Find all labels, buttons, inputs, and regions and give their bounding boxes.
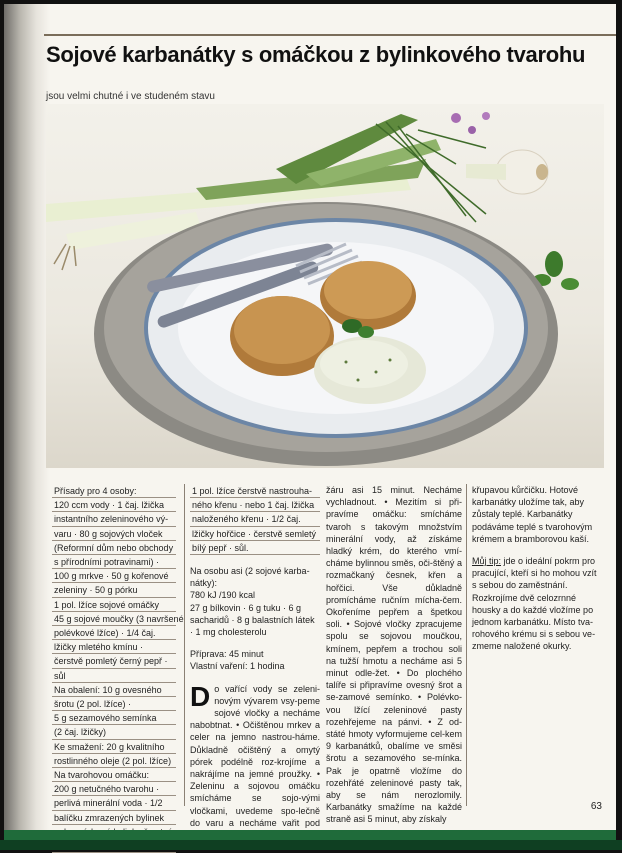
ingredient-line: šrotu (2 pol. lžíce) · [52, 697, 176, 711]
food-photo [46, 104, 604, 468]
ingredient-line: Ke smažení: 20 g kvalitního [52, 740, 176, 754]
nutrition-intro: Na osobu asi (2 sojové karba-nátky): [190, 566, 310, 589]
ingredient-line: perlivá minerální voda · 1/2 [52, 796, 176, 810]
ingredient-line: 120 ccm vody · 1 čaj. lžička [52, 498, 176, 512]
method-paragraph: o vařící vody se zeleni-novým vývarem vsy-peme sojové vločky a necháme nabobtnat. • Očištěnou mrkev a celer na jemno nastrou-háme. Důkladně očištěný a omytý pórek podélně roz-krojíme a nakrájíme na jemné proužky. • Zeleninu a sojovou omáčku smícháme se sojo-vými vločkami, uvedeme spo-lečně do varu a necháme vařit pod [190, 683, 320, 828]
chive-flower [482, 112, 490, 120]
ingredient-line: s přírodními potravinami) · [52, 555, 176, 569]
page-subtitle: jsou velmi chutné i ve studeném stavu [46, 91, 215, 102]
ingredient-line: 1 pol. lžíce čerstvě nastrouha- [190, 484, 320, 498]
page-number: 63 [590, 801, 602, 812]
ingredient-line: 100 g mrkve · 50 g kořenové [52, 569, 176, 583]
ingredient-line: bílý pepř · sůl. [190, 541, 320, 555]
book-page [4, 4, 616, 840]
method-column-2: žáru asi 15 minut. Necháme vychladnout. • Mezitím si při-pravíme omáčku: smícháme tvaroh s takovým množstvím minerální vody, až získáme hladký krém, do kterého vmí-cháme bylinnou směs, oči-štěný a rozmačkaný česnek, křen a hořčici. Vše důkladně promícháme ručním mícha-čem. Okořeníme pepřem a špetkou soli. • Sojové vločky zpracujeme spolu se sojovou moučkou, kmínem, pepřem a trochou soli na tužší hmotu a necháme asi 5 minut odle-žet. • Do plochého talíře si připravíme ovesný šrot a se-zamové semínko. • Polévko-vou lžící zeleninové pasty rozehřejeme na pánvi. • Z od-státé hmoty vyformujeme cel-kem 9 karbanátků, obalíme ve směsi šrotu a sezamového se-mínka. Pak je opatrně vložíme do rozehřáté zeleninové pasty tak, aby se nám nerozlomily. Karbanátky smažíme na každé straně asi 5 minut, aby získaly [326, 485, 462, 825]
ingredient-line: balíčku zmrazených bylinek [52, 811, 176, 825]
ingredient-line: Na tvarohovou omáčku: [52, 768, 176, 782]
ingredient-line: 200 g netučného tvarohu · [52, 782, 176, 796]
nutrition-energy: 780 kJ /190 kcal [190, 590, 256, 601]
prep-time: Příprava: 45 minut [190, 649, 264, 660]
food-photo-illustration [46, 104, 604, 468]
ingredient-line: (Reformní dům nebo obchody [52, 541, 176, 555]
ingredient-line: naloženého křenu · 1/2 čaj. [190, 512, 320, 526]
ingredient-line: rostlinného oleje (2 pol. lžíce) [52, 754, 176, 768]
ingredient-line: sůl [52, 669, 176, 683]
ingredient-line: Přísady pro 4 osoby: [52, 484, 176, 498]
chive-flower [468, 126, 476, 134]
basil-leaf [545, 251, 563, 277]
ingredient-line: polévkové lžíce) · 1/4 čaj. [52, 626, 176, 640]
book-cover-edge [0, 840, 622, 850]
chive-flower [451, 113, 461, 123]
ingredient-line: lžičky hořčice · čerstvě semletý [190, 527, 320, 541]
tip-box [472, 555, 602, 653]
cook-time: Vlastní vaření: 1 hodina [190, 661, 285, 672]
book-spine-shadow [4, 4, 50, 840]
ingredient-line: ného křenu · nebo 1 čaj. lžička [190, 498, 320, 512]
page-title: Sojové karbanátky s omáčkou z bylinkového tvarohu [46, 42, 586, 67]
ingredients-column [52, 484, 184, 853]
basil-leaf [561, 278, 579, 290]
column-divider [466, 484, 467, 806]
method-ending: křupavou kůrčičku. Hotové karbanátky uložíme tak, aby zůstaly teplé. Karbanátky podáváme teplé s tvarohovým krémem a bramborovou kaší. [472, 485, 593, 544]
top-rule [44, 34, 616, 36]
ingredient-line: 45 g sojové moučky (3 navršené [52, 612, 176, 626]
ingredient-line: lžičky mletého kmínu · [52, 640, 176, 654]
tip-text: jde o ideální pokrm pro pracující, kteří si ho mohou vzít s sebou do zaměstnání. Rozkrojíme dvě celozrnné housky a do každé vložíme po jednom karbanátku. Místo tva-rohového krému si s sebou ve-zmeme naložené okurky. [472, 556, 597, 652]
ingredient-line: zeleniny · 50 g pórku [52, 583, 176, 597]
ingredient-line: (2 čaj. lžičky) [52, 725, 176, 739]
ingredient-line: čerstvě pomletý černý pepř · [52, 654, 176, 668]
method-column-3 [472, 484, 602, 653]
drop-cap: D [190, 680, 211, 712]
page-bottom-edge [4, 830, 616, 840]
ingredient-line: varu · 80 g sojových vloček [52, 527, 176, 541]
tip-label: Můj tip: [472, 556, 502, 567]
ingredient-line: instantního zeleninového vý- [52, 512, 176, 526]
method-column-1 [190, 484, 320, 841]
ingredient-line: 1 pol. lžíce sojové omáčky [52, 598, 176, 612]
ingredient-line: 5 g sezamového semínka [52, 711, 176, 725]
garlic-illustration [466, 150, 548, 194]
nutrition-macros: 27 g bílkovin · 6 g tuku · 6 g sacharidů · 8 g balastních látek · 1 mg cholesterolu [190, 602, 315, 638]
ingredient-line: Na obalení: 10 g ovesného [52, 683, 176, 697]
method-text-start [190, 680, 320, 842]
column-divider [184, 484, 185, 806]
